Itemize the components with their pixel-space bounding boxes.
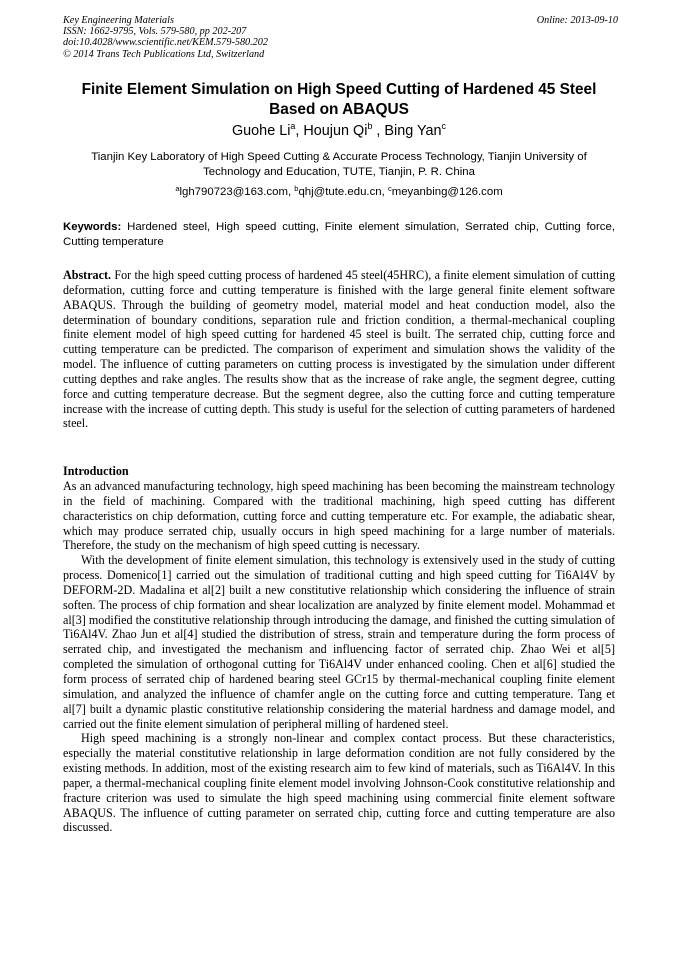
affiliation: [63, 150, 615, 181]
introduction-heading: Introduction: [63, 464, 129, 478]
keywords-block: [63, 220, 615, 250]
paper-title: [63, 80, 615, 119]
introduction-paragraph: High speed machining is a strongly non-linear and complex contact process. But these characteristics, especially the material constitutive relationship in large deformation condition are not fully considered by the existing methods. In addition, most of the existing research aim to few kind of materials, such as Ti6Al4V. In this paper, a thermal-mechanical coupling finite element model involving Johnson-Cook constitutive relationship and fracture criterion was used to simulate the high speed machining using commercial finite element software ABAQUS. The influence of cutting parameter on serrated chip, cutting force and cutting temperature are also discussed.: [63, 731, 615, 835]
author-affil-mark: c: [441, 121, 446, 131]
keywords-text: Hardened steel, High speed cutting, Finite element simulation, Serrated chip, Cutting force, Cutting temperature: [63, 221, 615, 248]
journal-name: Key Engineering Materials: [63, 15, 174, 26]
issn-line: ISSN: 1662-9795, Vols. 579-580, pp 202-207: [63, 26, 247, 38]
introduction-paragraph: With the development of finite element simulation, this technology is extensively used in the study of cutting process. Domenico[1] carried out the simulation of traditional cutting and high speed cutting for Ti6Al4V by DEFORM-2D. Madalina et al[2] built a new constitutive relationship which considering the influence of strain soften. The process of chip formation and shear localization are analyzed by finite element model. Mohammad et al[3] modified the constitutive relationship through introducing the damage, and finished the cutting simulation of Ti6Al4V. Zhao Jun et al[4] studied the distribution of stress, strain and temperature during the form process of serrated chip, and investigated the mechanism and influencing factor of serrated chip. Zhao Wei et al[5] completed the simulation of orthogonal cutting for Ti6Al4V under enhanced cooling. Chen et al[6] studied the form process of serrated chip of hardened bearing steel GCr15 by thermal-mechanical coupling finite element simulation, and analyzed the influence of chamfer angle on the cutting force and cutting temperature. Tang et al[7] built a dynamic plastic constitutive relationship considering the material hardness and damage model, and carried out the finite element simulation of peripheral milling of hardened steel.: [63, 553, 615, 731]
abstract-label: Abstract.: [63, 268, 112, 282]
title-line-2: Based on ABAQUS: [269, 100, 409, 118]
email-address[interactable]: meyanbing@126.com: [391, 186, 503, 198]
email-list: $^a$lgh790723@163.com, $^b$qhj@tute.edu.cn, $^c$meyanbing@126.com: [175, 184, 503, 198]
author-name: Houjun Qi: [303, 123, 368, 139]
email-address[interactable]: qhj@tute.edu.cn: [298, 186, 382, 198]
email-mark: a: [175, 184, 180, 193]
doi-line: doi:10.4028/www.scientific.net/KEM.579-580.202: [63, 37, 268, 49]
affiliation-line-1: Tianjin Key Laboratory of High Speed Cutting & Accurate Process Technology, Tianjin University of: [91, 151, 587, 163]
email-address[interactable]: lgh790723@163.com: [179, 186, 288, 198]
keywords-label: Keywords:: [63, 221, 122, 233]
online-date: Online: 2013-09-10: [536, 15, 618, 26]
author-name: Guohe Li: [231, 123, 291, 139]
introduction-body: [63, 479, 615, 835]
email-mark: c: [387, 184, 392, 193]
affiliation-line-2: Technology and Education, TUTE, Tianjin, P. R. China: [203, 166, 475, 179]
abstract-text: For the high speed cutting process of hardened 45 steel(45HRC), a finite element simulation of cutting deformation, cutting force and cutting temperature is finished with the large general finite element software ABAQUS. Through the building of geometry model, material model and heat conduction model, also the determination of boundary conditions, separation rule and friction condition, a thermal-mechanical coupling finite element model of high speed cutting for hardened 45 steel is built. The serrated chip, cutting force and cutting temperature can be predicted. The comparison of experiment and simulation shows the validity of the model. The influence of cutting parameters on cutting process is investigated by the simulation under different cutting depthes and rake angles. The results show that as the increase of rake angle, the segment degree, cutting force and cutting temperature decrease. But the segment degree, also the cutting force and cutting temperature increase with the increase of cutting depth. This study is useful for the selection of cutting parameters of hardened steel.: [63, 268, 615, 431]
running-header: [63, 15, 618, 60]
author-list: Guohe Li$^a$, Houjun Qi$^b$ , Bing Yan$^c$: [231, 121, 446, 139]
abstract-block: [63, 268, 615, 431]
copyright-line: © 2014 Trans Tech Publications Ltd, Switzerland: [63, 48, 265, 60]
email-mark: b: [294, 184, 299, 193]
title-line-1: Finite Element Simulation on High Speed Cutting of Hardened 45 Steel: [81, 81, 597, 98]
author-affil-mark: b: [367, 121, 373, 131]
author-affil-mark: a: [290, 121, 296, 131]
author-name: Bing Yan: [384, 123, 442, 139]
introduction-paragraph: As an advanced manufacturing technology, high speed machining has been becoming the mainstream technology in the field of machining. Compared with the traditional machining, high speed cutting has different characteristics on chip deformation, cutting force and cutting temperature etc. For example, the adiabatic shear, which may produce serrated chip, usually occurs in high speed machining for a large number of materials. Therefore, the study on the mechanism of high speed cutting is necessary.: [63, 479, 615, 553]
